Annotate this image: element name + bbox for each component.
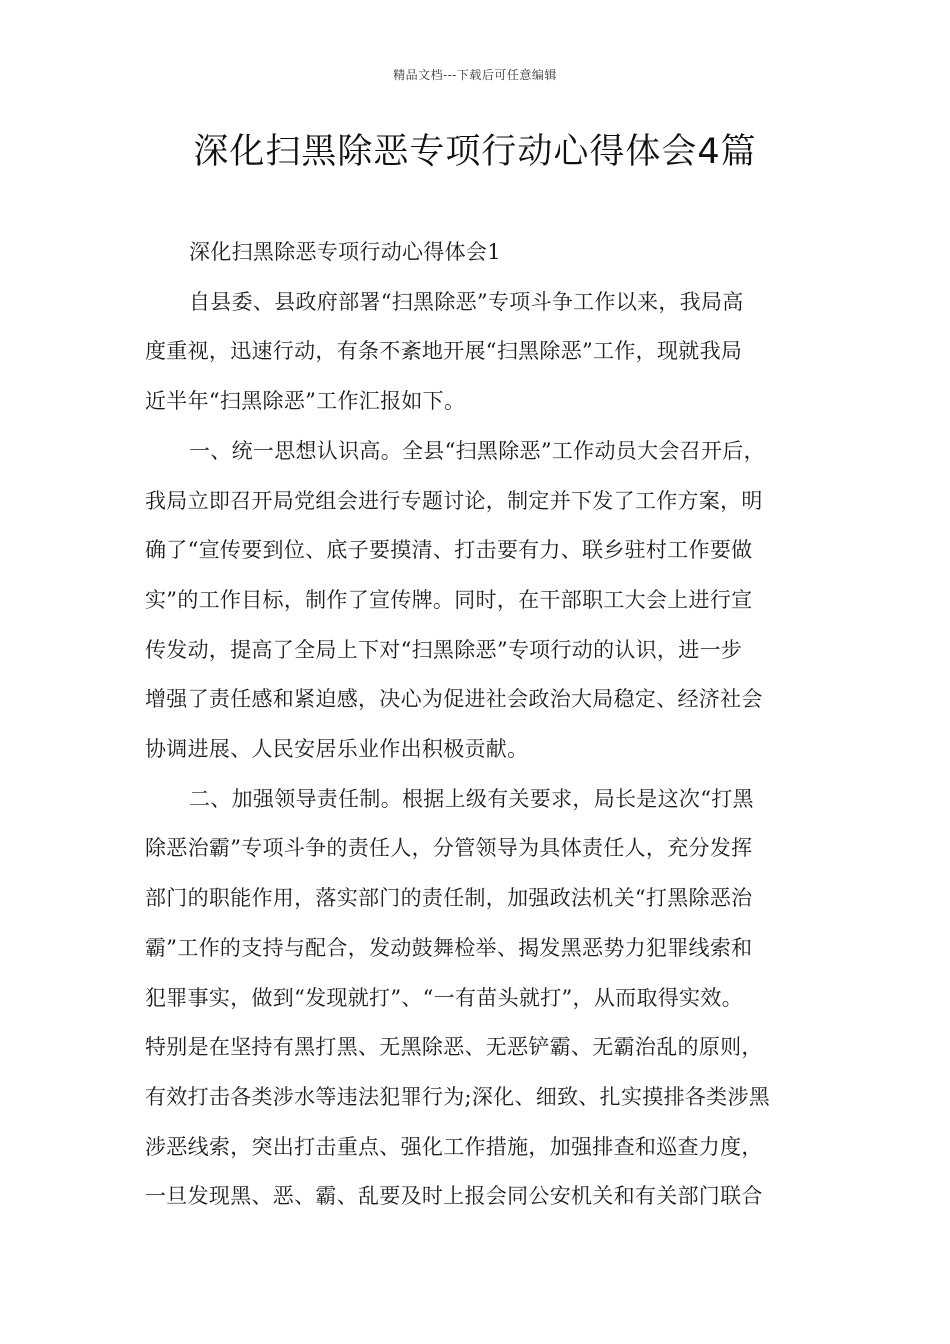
body-line: 传发动，提高了全局上下对“扫黑除恶”专项行动的认识，进一步 <box>145 637 743 662</box>
body-line: 犯罪事实，做到“发现就打”、“一有苗头就打”，从而取得实效。 <box>145 985 743 1010</box>
body-line: 特别是在坚持有黑打黑、无黑除恶、无恶铲霸、无霸治乱的原则， <box>145 1035 763 1060</box>
body-line: 除恶治霸”专项斗争的责任人，分管领导为具体责任人，充分发挥 <box>145 836 753 861</box>
body-line: 一、统一思想认识高。全县“扫黑除恶”工作动员大会召开后， <box>189 438 765 463</box>
body-line: 确了“宣传要到位、底子要摸清、打击要有力、联乡驻村工作要做 <box>145 538 753 563</box>
body-line: 一旦发现黑、恶、霸、乱要及时上报会同公安机关和有关部门联合 <box>145 1184 763 1209</box>
body-line: 深化扫黑除恶专项行动心得体会1 <box>189 240 501 264</box>
body-line: 霸”工作的支持与配合，发动鼓舞检举、揭发黑恶势力犯罪线索和 <box>145 935 753 960</box>
body-line: 度重视，迅速行动，有条不紊地开展“扫黑除恶”工作，现就我局 <box>145 339 743 364</box>
document-body <box>145 228 825 1222</box>
header-note: 精品文档---下载后可任意编辑 <box>393 68 557 82</box>
body-line: 实”的工作目标，制作了宣传牌。同时，在干部职工大会上进行宣 <box>145 587 753 612</box>
body-line: 有效打击各类涉水等违法犯罪行为;深化、细致、扎实摸排各类涉黑 <box>145 1084 771 1109</box>
body-line: 增强了责任感和紧迫感，决心为促进社会政治大局稳定、经济社会 <box>145 687 763 712</box>
body-line: 自县委、县政府部署“扫黑除恶”专项斗争工作以来，我局高 <box>189 289 744 314</box>
document-title: 深化扫黑除恶专项行动心得体会4篇 <box>193 132 757 172</box>
body-line: 协调进展、人民安居乐业作出积极贡献。 <box>145 737 529 762</box>
body-line: 涉恶线索，突出打击重点、强化工作措施，加强排查和巡查力度， <box>145 1134 763 1159</box>
body-line: 部门的职能作用，落实部门的责任制，加强政法机关“打黑除恶治 <box>145 886 753 911</box>
body-line: 近半年“扫黑除恶”工作汇报如下。 <box>145 389 466 414</box>
body-line: 我局立即召开局党组会进行专题讨论，制定并下发了工作方案，明 <box>145 488 763 513</box>
body-line: 二、加强领导责任制。根据上级有关要求，局长是这次“打黑 <box>189 786 754 811</box>
